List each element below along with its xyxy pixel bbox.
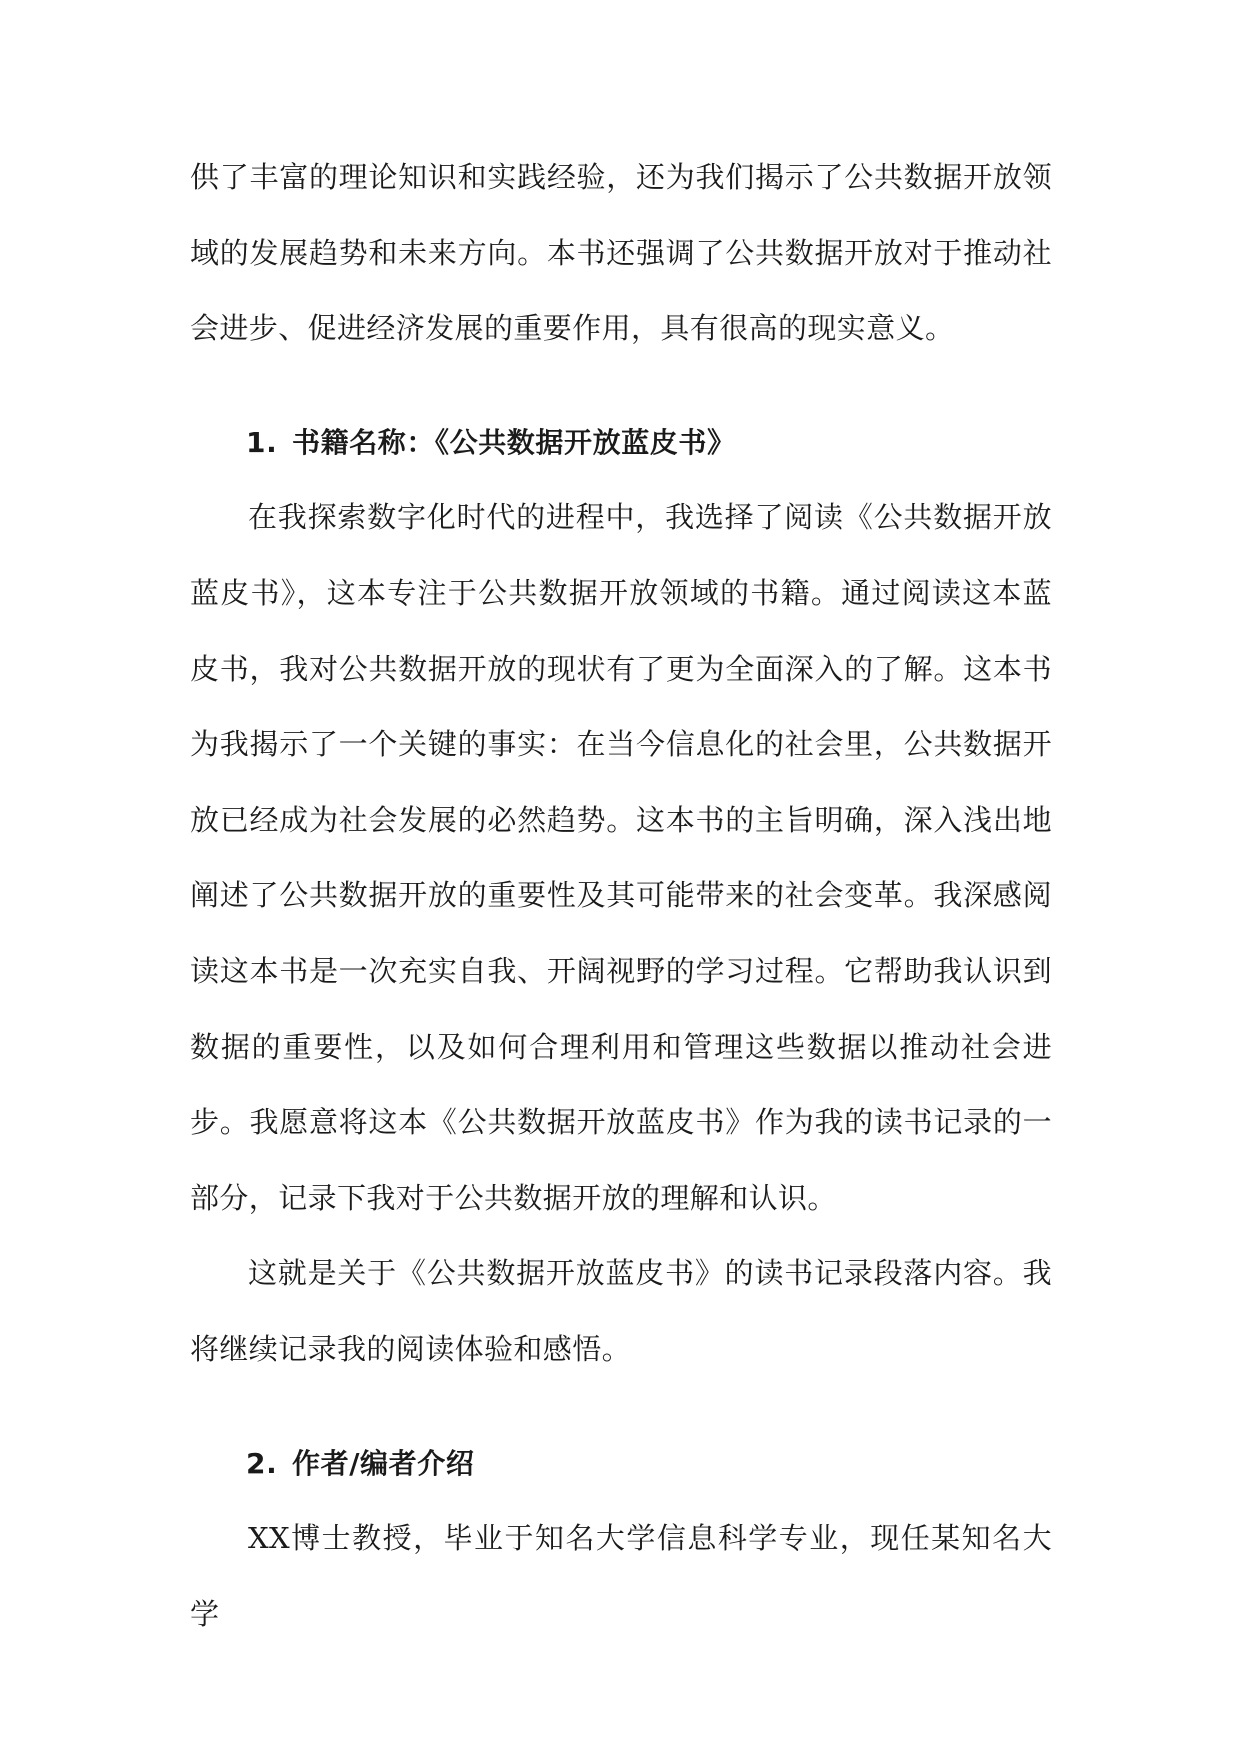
section1-heading [190, 405, 1052, 481]
document-page [190, 140, 1052, 1652]
section2-heading [190, 1426, 1052, 1502]
section1-number: 1. [246, 425, 278, 459]
intro-paragraph: 供了丰富的理论知识和实践经验，还为我们揭示了公共数据开放领域的发展趋势和未来方向。本书还强调了公共数据开放对于推动社会进步、促进经济发展的重要作用，具有很高的现实意义。 [190, 160, 1052, 346]
section1-title: 书籍名称：《公共数据开放蓝皮书》 [292, 425, 736, 459]
section1-paragraph1: 在我探索数字化时代的进程中，我选择了阅读《公共数据开放蓝皮书》，这本专注于公共数据开放领域的书籍。通过阅读这本蓝皮书，我对公共数据开放的现状有了更为全面深入的了解。这本书为我揭示了一个关键的事实：在当今信息化的社会里，公共数据开放已经成为社会发展的必然趋势。这本书的主旨明确，深入浅出地阐述了公共数据开放的重要性及其可能带来的社会变革。我深感阅读这本书是一次充实自我、开阔视野的学习过程。它帮助我认识到数据的重要性，以及如何合理利用和管理这些数据以推动社会进步。我愿意将这本《公共数据开放蓝皮书》作为我的读书记录的一部分，记录下我对于公共数据开放的理解和认识。 [190, 500, 1052, 1215]
section2-number: 2. [246, 1446, 278, 1480]
section1-paragraph2: 这就是关于《公共数据开放蓝皮书》的读书记录段落内容。我将继续记录我的阅读体验和感悟。 [190, 1256, 1052, 1366]
section2-title: 作者/编者介绍 [292, 1446, 475, 1480]
section2-paragraph1: XX博士教授，毕业于知名大学信息科学专业，现任某知名大学 [190, 1521, 1052, 1631]
